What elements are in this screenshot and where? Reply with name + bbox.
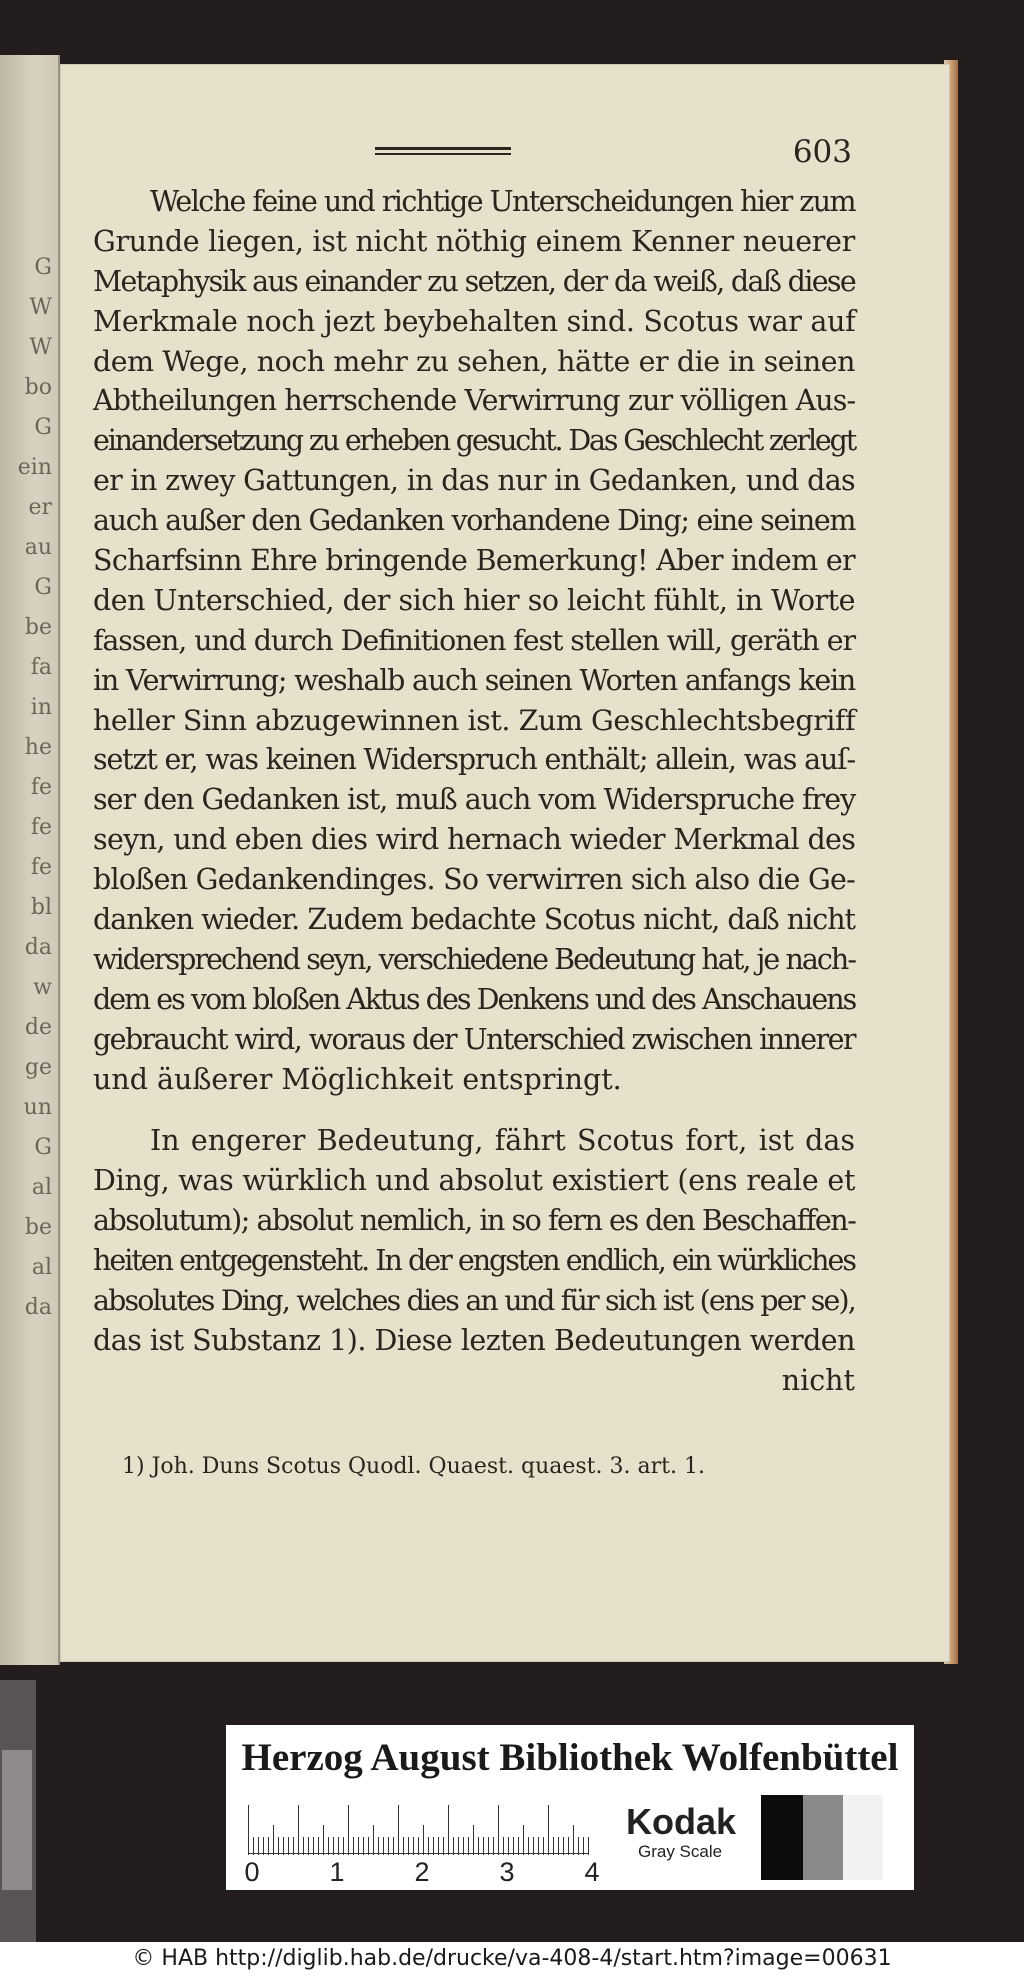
ruler-tick (288, 1837, 289, 1855)
margin-fragment: he (24, 735, 52, 760)
ruler-tick (508, 1837, 509, 1855)
scale-number: 4 (584, 1857, 600, 1887)
ruler-tick (498, 1805, 499, 1855)
text-line: in Verwirrung; weshalb auch seinen Worten anfangs kein (93, 663, 855, 697)
white-swatch (843, 1795, 883, 1880)
ruler-tick (528, 1837, 529, 1855)
margin-fragment: er (28, 495, 52, 520)
ruler-tick (268, 1837, 269, 1855)
ruler-tick (263, 1837, 264, 1855)
ruler-tick (388, 1837, 389, 1855)
ruler-tick (503, 1837, 504, 1855)
text-line: dem Wege, noch mehr zu sehen, hätte er die in seinen (93, 344, 855, 378)
text-line: Merkmale noch jezt beybehalten sind. Scotus war auf (93, 304, 856, 338)
ruler-tick (543, 1837, 544, 1855)
ruler-tick (293, 1837, 294, 1855)
ruler-tick (253, 1837, 254, 1855)
text-line: Abtheilungen herrschende Verwirrung zur völligen Aus- (93, 384, 856, 418)
margin-fragment: G (34, 255, 52, 280)
ruler-tick (348, 1805, 349, 1855)
text-line: widersprechend seyn, verschiedene Bedeutung hat, je nach- (93, 942, 855, 976)
ruler-tick (403, 1837, 404, 1855)
ruler-tick (338, 1837, 339, 1855)
ruler-tick (308, 1837, 309, 1855)
page-tag (2, 1750, 32, 1890)
text-line: dem es vom bloßen Aktus des Denkens und des Anschauens (93, 982, 856, 1016)
ruler-tick (458, 1837, 459, 1855)
ruler-tick (493, 1837, 494, 1855)
margin-fragment: w (33, 975, 52, 1000)
ruler-tick (328, 1837, 329, 1855)
text-line: danken wieder. Zudem bedachte Scotus nicht, daß nicht (93, 903, 855, 937)
ruler-tick (313, 1837, 314, 1855)
ruler-tick (483, 1837, 484, 1855)
ruler-tick (333, 1837, 334, 1855)
text-line: auch außer den Gedanken vorhandene Ding; eine seinem (93, 504, 856, 538)
text-line: Welche feine und richtige Unterscheidungen hier zum (150, 185, 855, 218)
ruler-tick (438, 1837, 439, 1855)
ruler-tick (373, 1825, 374, 1855)
margin-fragment: ge (24, 1055, 52, 1080)
ruler-tick (398, 1805, 399, 1855)
ruler-tick (473, 1825, 474, 1855)
margin-fragment: da (24, 1295, 52, 1320)
margin-fragment: in (30, 695, 52, 720)
margin-fragment: fa (30, 655, 52, 680)
ruler-tick (538, 1837, 539, 1855)
text-line: absolutum); absolut nemlich, in so fern es den Beschaffen- (93, 1204, 856, 1238)
margin-fragment: da (24, 935, 52, 960)
book-page (60, 64, 950, 1662)
paragraph-1 (93, 182, 855, 1099)
ruler-tick (488, 1837, 489, 1855)
page-text (93, 182, 855, 1401)
ruler-tick (408, 1837, 409, 1855)
ruler-tick (453, 1837, 454, 1855)
source-caption: © HAB http://diglib.hab.de/drucke/va-408-4/start.htm?image=00631 (132, 1946, 892, 1971)
ruler-tick (573, 1825, 574, 1855)
ruler-tick (418, 1837, 419, 1855)
ruler-tick (363, 1837, 364, 1855)
ruler-tick (298, 1805, 299, 1855)
margin-fragment: bo (24, 375, 52, 400)
ruler-tick (468, 1837, 469, 1855)
ruler-tick (433, 1837, 434, 1855)
scale-number: 1 (329, 1857, 345, 1887)
ruler-tick (343, 1837, 344, 1855)
margin-fragment: ein (17, 455, 52, 480)
header-rule (375, 147, 511, 155)
footnote: 1) Joh. Duns Scotus Quodl. Quaest. quaest. 3. art. 1. (122, 1454, 705, 1479)
ruler-tick (558, 1837, 559, 1855)
ruler-tick (518, 1837, 519, 1855)
margin-fragment: al (31, 1255, 52, 1280)
ruler-tick (323, 1825, 324, 1855)
margin-fragment: al (31, 1175, 52, 1200)
ruler-tick (278, 1837, 279, 1855)
ruler-tick (283, 1837, 284, 1855)
margin-fragment: fe (30, 775, 52, 800)
ruler-tick (423, 1825, 424, 1855)
paragraph-2 (93, 1121, 855, 1360)
ruler-tick (368, 1837, 369, 1855)
scale-number: 0 (244, 1857, 260, 1887)
margin-fragment: be (24, 1215, 52, 1240)
ruler-tick (563, 1837, 564, 1855)
margin-fragment: W (29, 295, 52, 320)
margin-fragment: fe (30, 855, 52, 880)
kodak-logo: Kodak (626, 1801, 737, 1842)
library-name: Herzog August Bibliothek Wolfenbüttel (241, 1736, 899, 1779)
text-line: Ding, was würklich und absolut existiert (ens reale et (93, 1164, 856, 1198)
margin-fragment: G (34, 1135, 52, 1160)
text-line: den Unterschied, der sich hier so leicht fühlt, in Worte (93, 583, 855, 617)
text-line: das ist Substanz 1). Diese lezten Bedeutungen werden (93, 1323, 855, 1357)
ruler-tick (568, 1837, 569, 1855)
ruler-tick (443, 1837, 444, 1855)
ruler-tick (358, 1837, 359, 1855)
ruler-tick (383, 1837, 384, 1855)
ruler-tick (273, 1825, 274, 1855)
scale-number: 2 (414, 1857, 430, 1887)
text-line: und äußerer Möglichkeit entspringt. (93, 1062, 622, 1096)
scale-number: 3 (499, 1857, 515, 1887)
ruler-tick (258, 1837, 259, 1855)
text-line: In engerer Bedeutung, fährt Scotus fort, ist das (150, 1124, 855, 1158)
ruler-tick (318, 1837, 319, 1855)
text-line: er in zwey Gattungen, in das nur in Gedanken, und das (93, 464, 855, 498)
ruler-tick (248, 1805, 249, 1855)
catchword: nicht (781, 1363, 855, 1397)
ruler-tick (303, 1837, 304, 1855)
previous-page-shadow (0, 1680, 36, 1950)
gray-scale-label: Gray Scale (638, 1842, 723, 1861)
ruler-tick (448, 1805, 449, 1855)
margin-fragment: fe (30, 815, 52, 840)
ruler-tick (478, 1837, 479, 1855)
ruler-tick (513, 1837, 514, 1855)
ruler-tick (378, 1837, 379, 1855)
black-swatch (761, 1795, 803, 1880)
ruler-tick (588, 1837, 589, 1855)
text-line: einandersetzung zu erheben gesucht. Das Geschlecht zerlegt (93, 424, 855, 458)
text-line: Scharfsinn Ehre bringende Bemerkung! Aber indem er (93, 544, 855, 578)
text-line: heiten entgegensteht. In der engsten endlich, ein würkliches (93, 1244, 855, 1278)
margin-fragment: G (34, 415, 52, 440)
ruler-tick (428, 1837, 429, 1855)
margin-fragment: bl (30, 895, 52, 920)
ruler-tick (533, 1837, 534, 1855)
text-line: Metaphysik aus einander zu setzen, der da weiß, daß diese (93, 264, 856, 298)
color-calibration-card (226, 1725, 914, 1890)
ruler-tick (548, 1805, 549, 1855)
text-line: ser den Gedanken ist, muß auch vom Widerspruche frey (93, 783, 856, 817)
margin-fragment: W (29, 335, 52, 360)
measurement-ruler (248, 1803, 588, 1855)
ruler-tick (393, 1837, 394, 1855)
margin-fragment: de (24, 1015, 52, 1040)
text-line: absolutes Ding, welches dies an und für sich ist (ens per se), (93, 1284, 855, 1318)
ruler-tick (583, 1837, 584, 1855)
text-line: seyn, und eben dies wird hernach wieder Merkmal des (93, 823, 856, 857)
previous-page-edge (0, 55, 60, 1665)
margin-fragment: au (24, 535, 52, 560)
ruler-tick (353, 1837, 354, 1855)
text-line: bloßen Gedankendinges. So verwirren sich also die Ge- (93, 863, 855, 897)
ruler-tick (413, 1837, 414, 1855)
text-line: fassen, und durch Definitionen fest stellen will, geräth er (93, 623, 855, 657)
gray-swatch (803, 1795, 843, 1880)
margin-fragment: G (34, 575, 52, 600)
text-line: heller Sinn abzugewinnen ist. Zum Geschlechtsbegriff (93, 703, 856, 737)
ruler-tick (523, 1825, 524, 1855)
text-line: gebraucht wird, woraus der Unterschied zwischen innerer (93, 1022, 855, 1056)
margin-fragment: be (24, 615, 52, 640)
margin-fragment: un (23, 1095, 52, 1120)
page-number: 603 (792, 134, 852, 170)
ruler-tick (463, 1837, 464, 1855)
ruler-tick (553, 1837, 554, 1855)
ruler-tick (578, 1837, 579, 1855)
text-line: setzt er, was keinen Widerspruch enthält; allein, was auſ- (93, 743, 856, 777)
text-line: Grunde liegen, ist nicht nöthig einem Kenner neuerer (93, 224, 855, 258)
